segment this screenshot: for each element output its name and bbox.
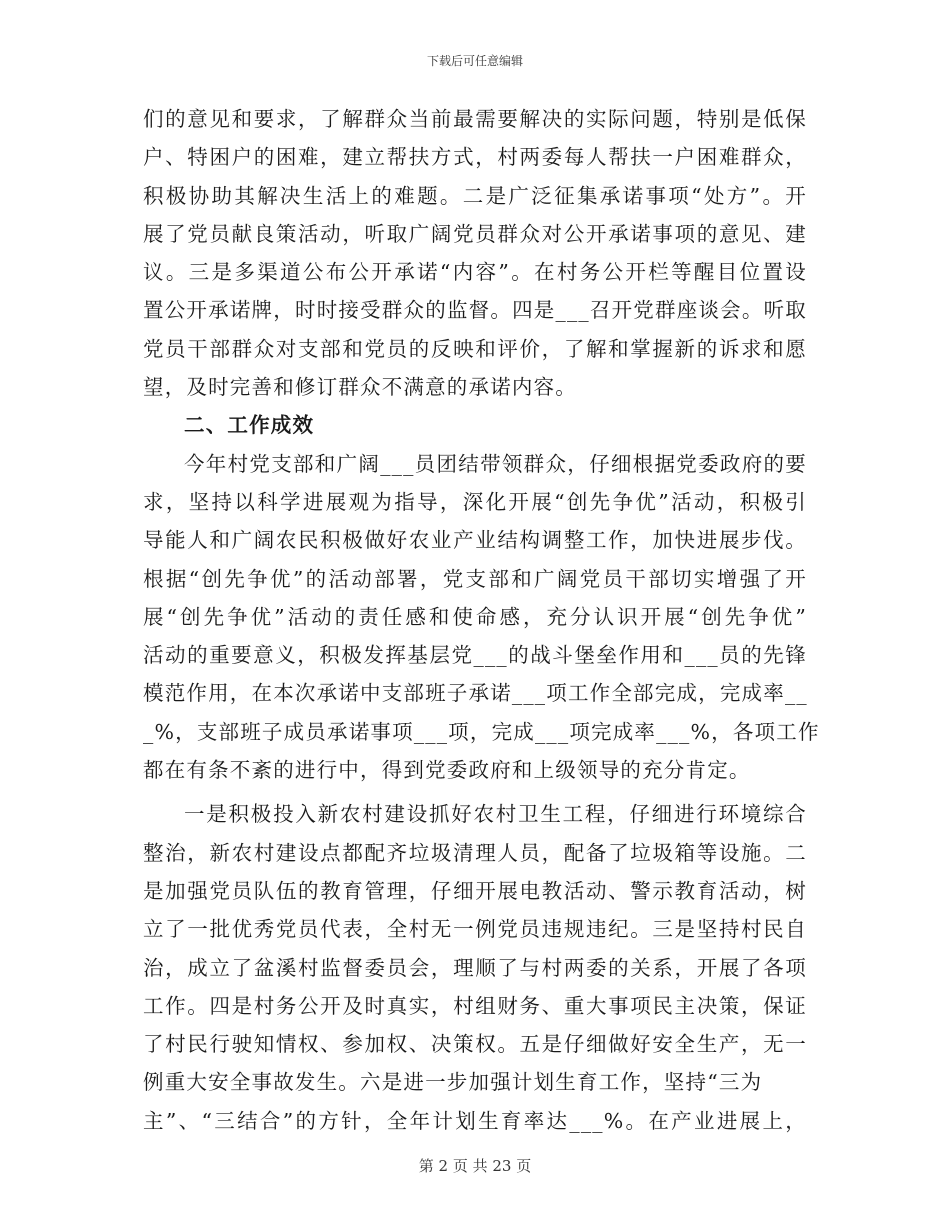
text-line: 党员干部群众对支部和党员的反映和评价，了解和掌握新的诉求和愿 bbox=[143, 336, 807, 361]
text-line: 展“创先争优”活动的责任感和使命感，充分认识开展“创先争优” bbox=[143, 604, 807, 629]
text-line: 导能人和广阔农民积极做好农业产业结构调整工作，加快进展步伐。 bbox=[143, 528, 807, 553]
text-line: 治，成立了盆溪村监督委员会，理顺了与村两委的关系，开展了各项 bbox=[143, 955, 807, 980]
text-line: 置公开承诺牌，时时接受群众的监督。四是___召开党群座谈会。听取 bbox=[143, 298, 807, 323]
paragraph-1 bbox=[143, 100, 807, 406]
text-line: 议。三是多渠道公布公开承诺“内容”。在村务公开栏等醒目位置设 bbox=[143, 260, 807, 285]
text-line: 积极协助其解决生活上的难题。二是广泛征集承诺事项“处方”。开 bbox=[143, 183, 807, 208]
text-line: 了村民行驶知情权、参加权、决策权。五是仔细做好安全生产，无一 bbox=[143, 1032, 807, 1057]
text-line: 例重大安全事故发生。六是进一步加强计划生育工作，坚持“三为 bbox=[143, 1070, 763, 1095]
text-line: _%，支部班子成员承诺事项___项，完成___项完成率___%，各项工作 bbox=[143, 719, 820, 744]
text-line: 立了一批优秀党员代表，全村无一例党员违规违纪。三是坚持村民自 bbox=[143, 917, 807, 942]
document-body bbox=[143, 100, 820, 1140]
text-line: 工作。四是村务公开及时真实，村组财务、重大事项民主决策，保证 bbox=[143, 993, 807, 1018]
text-line: 活动的重要意义，积极发挥基层党___的战斗堡垒作用和___员的先锋 bbox=[143, 643, 807, 668]
text-line: 主”、“三结合”的方针，全年计划生育率达___%。在产业进展上， bbox=[143, 1108, 807, 1133]
text-line: 模范作用，在本次承诺中支部班子承诺___项工作全部完成，完成率__ bbox=[143, 681, 808, 706]
paragraph-2 bbox=[143, 445, 820, 790]
text-line: 们的意见和要求，了解群众当前最需要解决的实际问题，特别是低保 bbox=[143, 107, 807, 131]
page-header-note: 下载后可任意编辑 bbox=[426, 54, 523, 68]
text-line: 整治，新农村建设点都配齐垃圾清理人员，配备了垃圾箱等设施。二 bbox=[143, 840, 807, 865]
section-heading: 二、工作成效 bbox=[184, 413, 315, 438]
text-line: 都在有条不紊的进行中，得到党委政府和上级领导的充分肯定。 bbox=[143, 758, 751, 783]
text-line: 是加强党员队伍的教育管理，仔细开展电教活动、警示教育活动，树 bbox=[143, 878, 807, 903]
paragraph-3 bbox=[143, 795, 807, 1140]
text-line: 展了党员献良策活动，听取广阔党员群众对公开承诺事项的意见、建 bbox=[143, 221, 807, 246]
page-number: 第 2 页 共 23 页 bbox=[418, 1157, 532, 1175]
text-line: 户、特困户的困难，建立帮扶方式，村两委每人帮扶一户困难群众， bbox=[143, 145, 807, 170]
text-line: 望，及时完善和修订群众不满意的承诺内容。 bbox=[143, 375, 577, 400]
text-line: 今年村党支部和广阔___员团结带领群众，仔细根据党委政府的要 bbox=[184, 451, 807, 476]
text-line: 求，坚持以科学进展观为指导，深化开展“创先争优”活动，积极引 bbox=[143, 489, 807, 514]
text-line: 一是积极投入新农村建设抓好农村卫生工程，仔细进行环境综合 bbox=[184, 802, 807, 827]
text-line: 根据“创先争优”的活动部署，党支部和广阔党员干部切实增强了开 bbox=[143, 566, 807, 591]
